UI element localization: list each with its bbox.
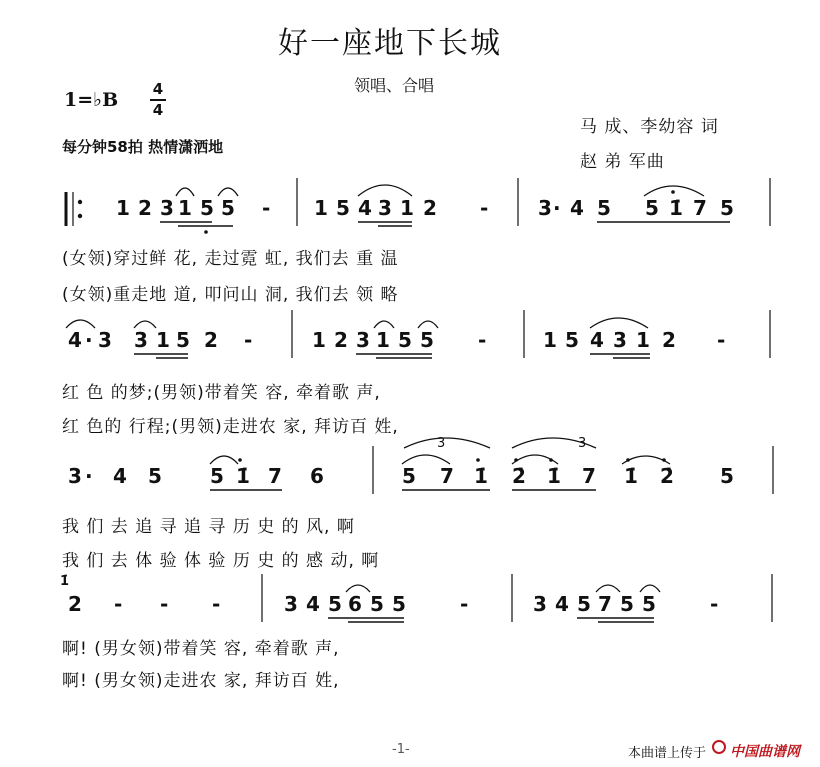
time-signature-bottom: 4 [152, 101, 164, 119]
note: 5 [597, 196, 611, 220]
note: 5 [420, 328, 434, 352]
slur [402, 455, 450, 464]
note: 7 [268, 464, 282, 488]
slur [404, 438, 490, 448]
site-logo-icon [712, 740, 726, 754]
note: 5 [392, 592, 406, 616]
note: 7 [440, 464, 454, 488]
upload-text: 本曲谱上传于 [628, 746, 707, 761]
lyricist-credit: 马 成、李幼容 词 [580, 117, 719, 137]
triplet-marker: 3 [437, 436, 446, 451]
note: 1 [116, 196, 130, 220]
note: 4 [570, 196, 584, 220]
slur [590, 318, 648, 328]
slur [358, 185, 412, 196]
note: 1̇ [547, 464, 561, 488]
note: 6 [310, 464, 324, 488]
slur [418, 321, 438, 328]
note: 1̇ [624, 464, 638, 488]
composer-credit: 赵 弟 军曲 [580, 152, 665, 172]
note: 3 [98, 328, 112, 352]
note: 5 [565, 328, 579, 352]
note: 5 [620, 592, 634, 616]
lyric-line: 我 们 去 追 寻 追 寻 历 史 的 风, 啊 [62, 517, 355, 537]
note: 1̇ [474, 464, 488, 488]
note: - [717, 328, 726, 352]
note: - [262, 196, 271, 220]
note: - [114, 592, 123, 616]
note: 4 [68, 328, 82, 352]
slur [640, 585, 660, 592]
slur [512, 438, 596, 448]
note: 3 [378, 196, 392, 220]
note: 2̇ [660, 464, 674, 488]
note: 5 [210, 464, 224, 488]
lyric-line: (女领)穿过鲜 花, 走过霓 虹, 我们去 重 温 [62, 249, 399, 269]
note: 1 [636, 328, 650, 352]
note: 5 [642, 592, 656, 616]
lyric-line: 啊! (男女领)带着笑 容, 牵着歌 声, [62, 639, 340, 659]
note: 5 [200, 196, 214, 220]
page-number: -1- [392, 742, 410, 757]
note: 5 [577, 592, 591, 616]
note: 3 [533, 592, 547, 616]
note: 3 [356, 328, 370, 352]
note: 7 [693, 196, 707, 220]
note: 5 [176, 328, 190, 352]
site-name[interactable]: 中国曲谱网 [730, 744, 800, 760]
slur [134, 321, 156, 328]
note: 5 [402, 464, 416, 488]
note: - [244, 328, 253, 352]
note: 5 [221, 196, 235, 220]
note: 1 [156, 328, 170, 352]
slur [66, 320, 95, 328]
slur [374, 321, 394, 328]
note: 5 [328, 592, 342, 616]
slur [218, 188, 238, 196]
note: 1̇ [669, 196, 683, 220]
lyric-line: 我 们 去 体 验 体 验 历 史 的 感 动, 啊 [62, 551, 380, 571]
note: 3 [538, 196, 552, 220]
note: 4 [590, 328, 604, 352]
lyric-line: (女领)重走地 道, 叩问山 洞, 我们去 领 略 [62, 285, 399, 305]
note: 2 [334, 328, 348, 352]
note: 2 [662, 328, 676, 352]
note: 3 [68, 464, 82, 488]
note: 5 [720, 196, 734, 220]
grace-note: 1̇ [60, 574, 70, 589]
note: - [212, 592, 221, 616]
note: - [710, 592, 719, 616]
note: 7 [598, 592, 612, 616]
note: 3 [284, 592, 298, 616]
note: - [160, 592, 169, 616]
note: · [85, 328, 93, 352]
song-title: 好一座地下长城 [278, 26, 502, 61]
note: 2̇ [512, 464, 526, 488]
lyric-line: 红 色的 行程;(男领)走进农 家, 拜访百 姓, [62, 417, 399, 437]
note: 4 [358, 196, 372, 220]
triplet-marker: 3 [578, 436, 587, 451]
note: 1 [312, 328, 326, 352]
note: 4 [113, 464, 127, 488]
lyric-line: 红 色 的梦;(男领)带着笑 容, 牵着歌 声, [62, 383, 381, 403]
note: - [460, 592, 469, 616]
note: 3 [613, 328, 627, 352]
performance-type: 领唱、合唱 [354, 76, 435, 95]
slur [176, 188, 194, 196]
note: 5 [645, 196, 659, 220]
note: 2 [138, 196, 152, 220]
slur [346, 585, 370, 592]
note: 1 [376, 328, 390, 352]
note: 1 [314, 196, 328, 220]
note: 5 [148, 464, 162, 488]
note: 5 [720, 464, 734, 488]
note: · [553, 196, 561, 220]
note: 4 [306, 592, 320, 616]
note: - [480, 196, 489, 220]
note: 4 [555, 592, 569, 616]
slur [210, 456, 238, 464]
note: 7 [582, 464, 596, 488]
note: 1 [400, 196, 414, 220]
note: 5 [398, 328, 412, 352]
note: 6 [348, 592, 362, 616]
note: - [478, 328, 487, 352]
note: · [85, 464, 93, 488]
note: 2 [423, 196, 437, 220]
note: 5 [336, 196, 350, 220]
note: 2 [204, 328, 218, 352]
key-signature: 1=♭B [64, 89, 119, 111]
note: 3 [160, 196, 174, 220]
note: 1 [543, 328, 557, 352]
slur [596, 585, 620, 592]
note: 2 [68, 592, 82, 616]
note: 3 [134, 328, 148, 352]
time-signature-top: 4 [152, 80, 164, 98]
lyric-line: 啊! (男女领)走进农 家, 拜访百 姓, [62, 671, 340, 691]
note: 1 [178, 196, 192, 220]
tempo-marking: 每分钟58拍 热情潇洒地 [62, 138, 224, 156]
note: 5 [370, 592, 384, 616]
note: 1̇ [236, 464, 250, 488]
